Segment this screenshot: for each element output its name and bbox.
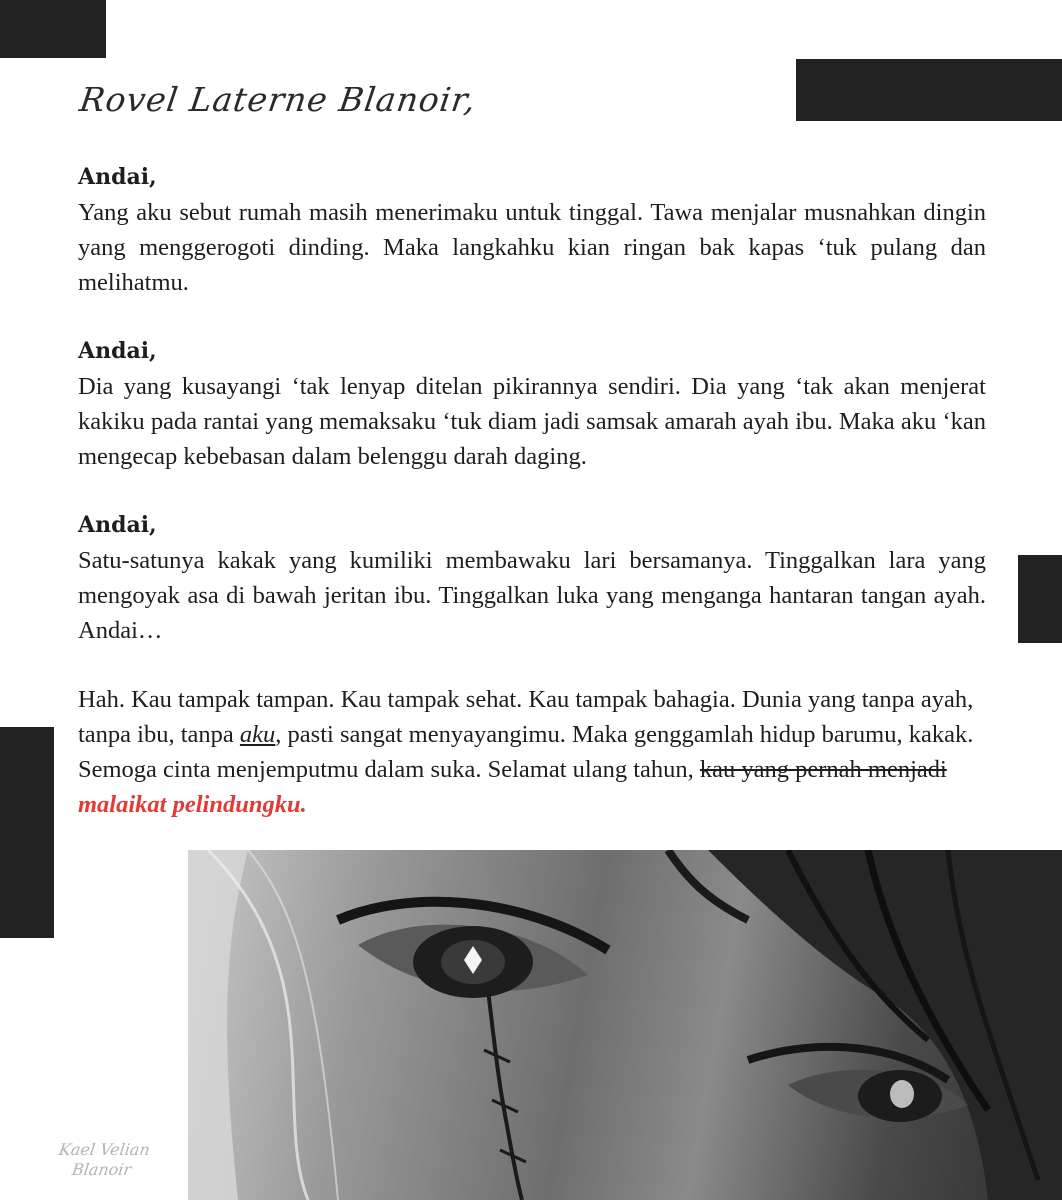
- stanza-text: Dia yang kusayangi ‘tak lenyap ditelan pikirannya sendiri. Dia yang ‘tak akan menjerat kakiku pada rantai yang memaksaku ‘tuk diam jadi samsak amarah ayah ibu. Maka aku ‘kan mengecap kebebasan dalam belenggu darah daging.: [78, 373, 986, 470]
- stanza-heading: Andai,: [78, 338, 157, 364]
- signature-bottom-line2: Blanoir: [70, 1160, 133, 1179]
- stanza-1: [78, 160, 986, 300]
- decorative-bar-top-left: [0, 0, 106, 58]
- closing-text-2: , pasti sangat menyayangimu. Maka genggamlah hidup barumu, kakak. Semoga cinta menjemputmu dalam suka. Selamat ulang tahun,: [78, 721, 974, 783]
- signature-bottom-line1: Kael Velian: [57, 1140, 152, 1159]
- strikethrough-text: kau yang pernah menjadi: [699, 756, 947, 783]
- stanza-heading: Andai,: [78, 164, 157, 190]
- closing-text-1: Hah. Kau tampak tampan. Kau tampak sehat. Kau tampak bahagia. Dunia yang tanpa ayah, tanpa ibu, tanpa: [78, 686, 974, 748]
- signature-bottom: [25, 1140, 181, 1180]
- decorative-bar-right: [1018, 555, 1062, 643]
- stanza-2: [78, 334, 986, 474]
- poem-body: [78, 160, 986, 856]
- stanza-text: Yang aku sebut rumah masih menerimaku untuk tinggal. Tawa menjalar musnahkan dingin yang menggerogoti dinding. Maka langkahku kian ringan bak kapas ‘tuk pulang dan melihatmu.: [78, 199, 986, 296]
- stanza-heading: Andai,: [78, 512, 157, 538]
- signature-top: Rovel Laterne Blanoir,: [77, 80, 479, 119]
- stanza-text: Satu-satunya kakak yang kumiliki membawaku lari bersamanya. Tinggalkan lara yang mengoyak asa di bawah jeritan ibu. Tinggalkan luka yang menganga hantaran tangan ayah. Andai…: [78, 547, 986, 644]
- artwork-eyes-illustration: [188, 850, 1062, 1200]
- highlight-text: malaikat pelindungku.: [78, 791, 307, 818]
- decorative-bar-top-right: [796, 59, 1062, 121]
- decorative-bar-left: [0, 727, 54, 938]
- closing-paragraph: [78, 682, 986, 822]
- stanza-3: [78, 508, 986, 648]
- underlined-word: aku: [239, 721, 276, 748]
- artwork-svg: [188, 850, 1062, 1200]
